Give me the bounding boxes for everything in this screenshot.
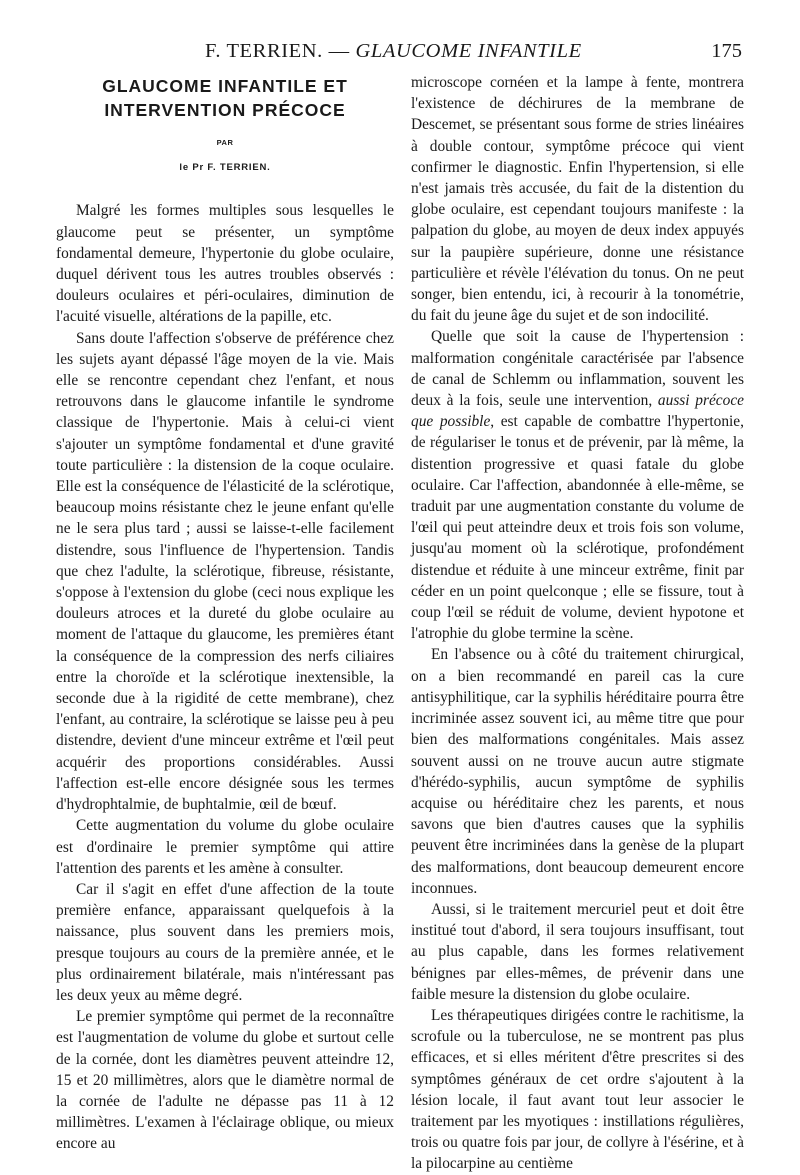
paragraph: Malgré les formes multiples sous lesquelles le glaucome peut se présenter, un symptôme fondamental demeure, l'hypertonie du globe oculaire, duquel dérivent tous les autres troubles observés : douleurs oculaires et péri-oculaires, diminution de l'acuité visuelle, altérations de la papille, etc.	[56, 202, 394, 326]
byline-author: le Pr F. TERRIEN.	[179, 162, 271, 174]
paragraph: Les thérapeutiques dirigées contre le rachitisme, la scrofule ou la tuberculose, ne se montrent pas plus efficaces, et si elles méritent d'être prescrites si des symptômes généraux de cet ordre s'ajoutent à la lésion locale, il faut avant tout leur associer le traitement par les myotiques : instillations régulières, trois ou quatre fois par jour, de collyre à l'ésérine, et à la pilocarpine au centième	[411, 1006, 744, 1173]
article-title-line-2: INTERVENTION PRÉCOCE	[104, 100, 346, 120]
page-header	[0, 40, 800, 66]
emphasis-text: aussi précoce que possible	[411, 392, 744, 431]
running-head	[205, 40, 582, 63]
paragraph: Car il s'agit en effet d'une affection de la toute première enfance, apparaissant quelquefois à la naissance, plus souvent dans les premiers mois, presque toujours au cours de la première année, et le plus ordinairement bilatérale, mais n'intéressant pas les deux yeux au même degré.	[56, 880, 394, 1004]
byline-par: PAR	[216, 138, 234, 147]
paragraph: Sans doute l'affection s'observe de préférence chez les sujets ayant dépassé l'âge moyen de la vie. Mais elle se rencontre cependant chez l'enfant, et nous retrouvons dans le glaucome infantile le syndrome classique de l'hypertonie. Mais à celui-ci vient s'ajouter un symptôme fondamental et d'une gravité toute particulière : la distension de la coque oculaire. Elle est la conséquence de l'élasticité de la sclérotique, beaucoup moins résistante chez le jeune enfant qu'elle ne le sera plus tard ; aussi se laisse-t-elle facilement distendre, sous l'influence de l'hypertension. Tandis que chez l'adulte, la sclérotique, fibreuse, résistante, s'oppose à l'extension du globe (ceci nous explique les douleurs atroces et la dureté du globe oculaire au moment de l'attaque du glaucome, les premières étant la conséquence de la compression des nerfs ciliaires entre la choroïde et la sclérotique inextensible, la seconde due à la rigidité de cette membrane), chez l'enfant, au contraire, la sclérotique se laisse peu à peu distendre, devient d'une minceur extrême et l'œil peut acquérir des proportions considérables. Aussi l'affection est-elle encore désignée sous les termes d'hydrophtalmie, de buphtalmie, œil de bœuf.	[56, 329, 394, 814]
article-title-line-1: GLAUCOME INFANTILE ET	[102, 76, 348, 96]
paragraph: Aussi, si le traitement mercuriel peut et doit être institué tout d'abord, il sera toujours insuffisant, tout au plus capable, dans les formes relativement bénignes par elles-mêmes, de prévenir dans une faible mesure la distension du globe oculaire.	[411, 900, 744, 1003]
running-head-author: F. TERRIEN. —	[205, 40, 356, 62]
paragraph: Cette augmentation du volume du globe oculaire est d'ordinaire le premier symptôme qui attire l'attention des parents et les amène à consulter.	[56, 817, 394, 877]
paragraph-text: , est capable de combattre l'hypertonie, de régulariser le tonus et de prévenir, par là même, la distention progressive et quasi fatale du globe oculaire. Car l'affection, abandonnée à elle-même, se traduit par une augmentation constante du volume de l'œil qui peut atteindre deux et trois fois son volume, jusqu'au moment où la sclérotique, profondément distendue et réduite à une minceur extrême, finit par céder en un point quelconque ; elle se fissure, tout à coup l'œil se réduit de volume, devient hypotone et l'atrophie du globe termine la scène.	[411, 413, 744, 643]
left-column-body	[56, 200, 394, 1154]
running-head-title: GLAUCOME INFANTILE	[355, 40, 582, 62]
right-column	[411, 72, 744, 1175]
paragraph: En l'absence ou à côté du traitement chirurgical, on a bien recommandé en pareil cas la cure antisyphilitique, car la syphilis héréditaire pourra être incriminée assez souvent ici, au même titre que pour bien des malformations congénitales. Mais assez souvent aussi on ne trouve aucun autre stigmate d'hérédo-syphilis, aucun symptôme de syphilis acquise ou héréditaire chez les parents, et nous savons que bien d'autres causes que la syphilis peuvent être incriminées dans la genèse de la plupart des malformations, dont beaucoup demeurent encore inconnues.	[411, 646, 744, 897]
paragraph: Le premier symptôme qui permet de la reconnaître est l'augmentation de volume du globe et surtout celle de la cornée, dont les diamètres peuvent atteindre 12, 15 et 20 millimètres, alors que le diamètre normal de la cornée de l'adulte ne dépasse pas 11 à 12 millimètres. L'examen à l'éclairage oblique, ou mieux encore au	[56, 1008, 394, 1153]
article-title	[56, 74, 394, 122]
paragraph: microscope cornéen et la lampe à fente, montrera l'existence de déchirures de la membrane de Descemet, se présentant sous forme de stries linéaires à double contour, symptôme précoce qui vient confirmer le diagnostic. Enfin l'hypertension, si elle n'est jamais très accusée, du fait de la distention du globe oculaire, est cependant toujours manifeste : la palpation du globe, au moyen de deux index appuyés sur la paupière supérieure, donne une résistance particulière et révèle l'élévation du tonus. On ne peut songer, bien entendu, ici, à recourir à la tonométrie, du fait du jeune âge du sujet et de son indocilité.	[411, 74, 744, 325]
left-column	[56, 72, 394, 1155]
paragraph	[411, 326, 744, 644]
page-number: 175	[711, 40, 742, 62]
paragraph-text: Quelle que soit la cause de l'hypertension : malformation congénitale caractérisée par l'absence de canal de Schlemm ou inflammation, souvent les deux à la fois, seule une intervention,	[411, 328, 744, 410]
